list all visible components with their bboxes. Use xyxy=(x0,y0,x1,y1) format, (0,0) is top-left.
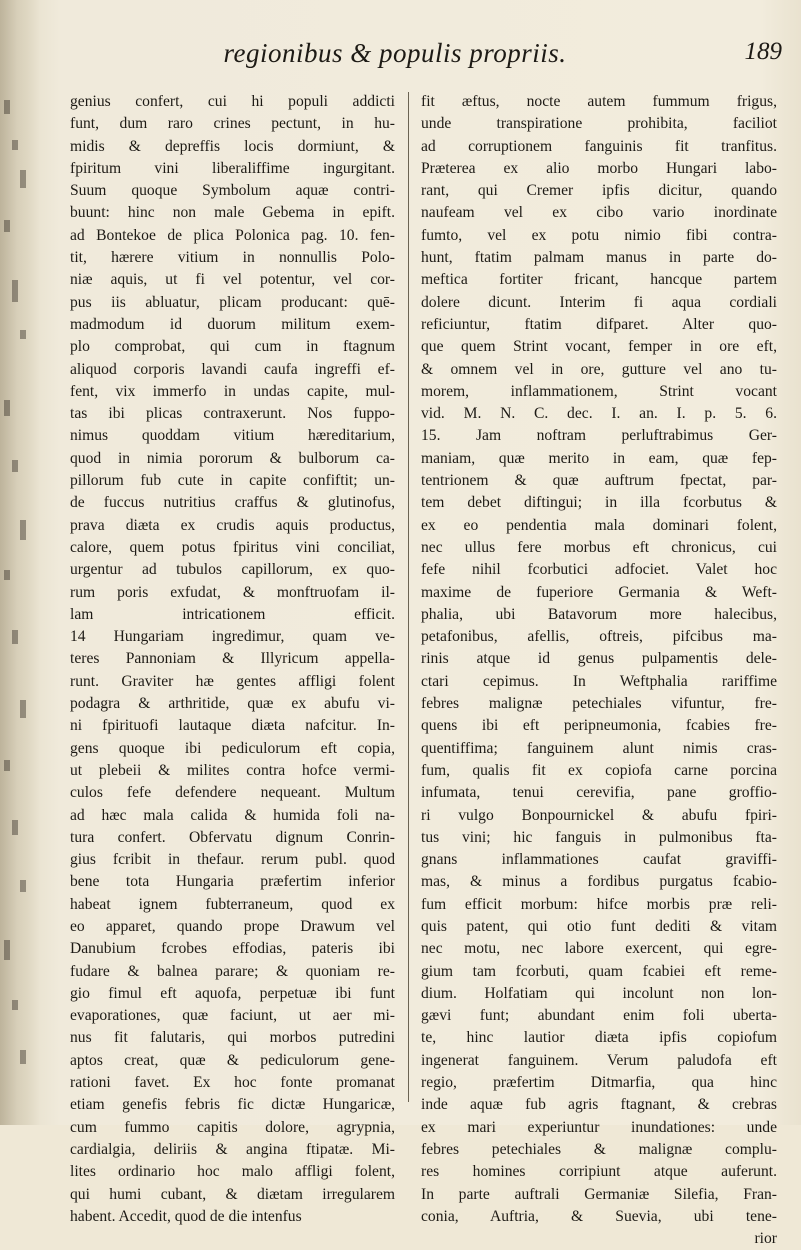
text-line: cardialgia, deliriis & angina ftipatæ. Mi- xyxy=(70,1140,395,1158)
running-head xyxy=(0,36,801,76)
text-line: quentiffima; fanguinem alunt nimis cras- xyxy=(421,739,777,757)
text-line: pillorum fub cute in capite confiftit; un- xyxy=(70,472,395,490)
text-line: maniam, quæ merito in eam, quæ fep- xyxy=(421,449,777,467)
text-line: vid. M. N. C. dec. I. an. I. p. 5. 6. xyxy=(421,405,777,423)
text-line: aptos creat, quæ & pediculorum gene- xyxy=(70,1051,395,1069)
text-line: gnans inflammationes caufat graviffi- xyxy=(421,851,777,869)
text-line: maxime de fuperiore Germania & Weft- xyxy=(421,583,777,601)
margin-mark xyxy=(20,170,26,188)
text-line: tas ibi plicas contraxerunt. Nos fuppo- xyxy=(70,405,395,423)
text-line: habent. Accedit, quod de die intenfus xyxy=(70,1207,302,1225)
text-line: Danubium fcrobes effodias, pateris ibi xyxy=(70,940,395,958)
text-line: gio fimul eft aquofa, perpetuæ ibi funt xyxy=(70,984,395,1002)
text-line: rationi favet. Ex hoc fonte promanat xyxy=(70,1074,395,1092)
text-line: quens ibi eft peripneumonia, fcabies fre- xyxy=(421,717,777,735)
text-line: habeat ignem fubterraneum, quod ex xyxy=(70,895,395,913)
text-line: gens quoque ibi pediculorum eft copia, xyxy=(70,739,395,757)
text-line: 14 Hungariam ingredimur, quam ve- xyxy=(70,628,395,646)
text-line: Præterea ex alio morbo Hungari labo- xyxy=(421,159,777,177)
margin-mark xyxy=(4,400,10,416)
text-line: infumata, tenui cerevifia, pane groffio- xyxy=(421,784,777,802)
margin-mark xyxy=(20,1050,26,1064)
text-line: & omnem vel in ore, gutture vel ano tu- xyxy=(421,360,777,378)
text-line: gævi funt; abundant enim foli uberta- xyxy=(421,1007,777,1025)
text-line: inde aquæ fub agris ftagnant, & crebras xyxy=(421,1096,777,1114)
text-line: fum efficit morbum: hifce morbis præ reli- xyxy=(421,895,777,913)
text-line: tit, hærere vitium in nonnullis Polo- xyxy=(70,249,395,267)
text-line: prava diæta ex crudis aquis productus, xyxy=(70,516,395,534)
text-line: fudare & balnea parare; & quoniam re- xyxy=(70,962,395,980)
text-line: phalia, ubi Batavorum more halecibus, xyxy=(421,605,777,623)
margin-mark xyxy=(4,220,10,232)
text-line: lam intricationem efficit. xyxy=(70,605,395,623)
text-line: febres malignæ petechiales vifuntur, fre- xyxy=(421,695,777,713)
text-line: tura confert. Obfervatu dignum Conrin- xyxy=(70,828,395,846)
text-line: ni fpirituofi lautaque diæta nafcitur. In- xyxy=(70,717,395,735)
text-line: podagra & arthritide, quæ ex abufu vi- xyxy=(70,695,395,713)
right-column xyxy=(421,91,777,1248)
margin-mark xyxy=(12,140,18,150)
text-line: rum poris exfudat, & monftruofam il- xyxy=(70,583,395,601)
margin-mark xyxy=(4,760,10,771)
text-line: unde transpiratione prohibita, faciliot xyxy=(421,115,777,133)
text-line: tentrionem & quæ auftrum fpectat, par- xyxy=(421,472,777,490)
text-line: ad Bontekoe de plica Polonica pag. 10. fen- xyxy=(70,226,395,244)
text-line: lites ordinario hoc malo affligi folent, xyxy=(70,1163,395,1181)
text-line: febres petechiales & malignæ complu- xyxy=(421,1140,777,1158)
text-line: genius confert, cui hi populi addicti xyxy=(70,93,395,110)
text-line: fumto, vel ex potu nimio fibi contra- xyxy=(421,226,777,244)
text-line: fent, vix immerfo in undas capite, mul- xyxy=(70,382,395,400)
text-line: ut plebeii & milites contra hofce vermi- xyxy=(70,761,395,779)
text-line: quis patent, qui otio funt dediti & vitam xyxy=(421,917,777,935)
text-line: bene tota Hungaria præfertim inferior xyxy=(70,873,395,891)
text-line: fum, qualis fit ex copiofa carne porcina xyxy=(421,761,777,779)
text-line: tus vini; hic fanguis in pulmonibus fta- xyxy=(421,828,777,846)
margin-mark xyxy=(20,700,26,718)
text-line: res homines corripiunt atque auferunt. xyxy=(421,1163,777,1181)
text-line: dolere dicunt. Interim fi aqua cordiali xyxy=(421,293,777,311)
text-line: etiam genefis febris fic dictæ Hungaricæ, xyxy=(70,1096,395,1114)
text-line: ex eo pendentia mala dominari folent, xyxy=(421,516,777,534)
text-line: ri vulgo Bonpournickel & abufu fpiri- xyxy=(421,806,777,824)
margin-mark xyxy=(4,100,10,114)
text-line: qui humi cubant, & diætam irregularem xyxy=(70,1185,395,1203)
running-head-title: regionibus & populis propriis. xyxy=(223,38,567,68)
column-divider xyxy=(408,92,409,1102)
text-line: evaporationes, quæ faciunt, ut aer mi- xyxy=(70,1007,395,1025)
text-line: urgentur ad tubulos capillorum, ex quo- xyxy=(70,561,395,579)
text-line: In parte auftrali Germaniæ Silefia, Fran- xyxy=(421,1185,777,1203)
margin-mark xyxy=(4,570,10,580)
text-line: ex mari experiuntur inundationes: unde xyxy=(421,1118,777,1136)
text-line: funt, dum raro crines pectunt, in hu- xyxy=(70,115,395,133)
text-line: dium. Holfatiam qui incolunt non lon- xyxy=(421,984,777,1002)
text-line: fit æftus, nocte autem fummum frigus, xyxy=(421,93,777,110)
text-line: meftica fortiter fricant, hancque partem xyxy=(421,271,777,289)
text-line: petafonibus, afellis, oftreis, pifcibus ma- xyxy=(421,628,777,646)
text-line: hunt, ftatim palmam manus in parte do- xyxy=(421,249,777,267)
text-line: aliquod corporis lavandi caufa ingreffi ef- xyxy=(70,360,395,378)
margin-mark xyxy=(20,880,26,892)
text-line: conia, Auftria, & Suevia, ubi tene- xyxy=(421,1207,777,1225)
text-line: ad corruptionem fanguinis fit tranfitus. xyxy=(421,137,777,155)
margin-mark xyxy=(4,940,10,960)
text-line: tem debet diftingui; in illa fcorbutus & xyxy=(421,494,777,512)
text-line: regio, præfertim Ditmarfia, qua hinc xyxy=(421,1074,777,1092)
page-number: 189 xyxy=(744,38,782,65)
text-line: reficiuntur, ftatim difparet. Alter quo- xyxy=(421,315,777,333)
text-line: madmodum id duorum militum exem- xyxy=(70,315,395,333)
text-line: te, hinc lautior diæta ipfis copiofum xyxy=(421,1029,777,1047)
text-line: 15. Jam noftram perluftrabimus Ger- xyxy=(421,427,777,445)
margin-mark xyxy=(20,520,26,540)
text-line: cum fummo capitis dolore, agrypnia, xyxy=(70,1118,395,1136)
text-line: buunt: hinc non male Gebema in epift. xyxy=(70,204,395,222)
margin-mark xyxy=(12,280,18,302)
text-line: gius fcribit in thefaur. rerum publ. quod xyxy=(70,851,395,869)
margin-mark xyxy=(12,1000,18,1010)
text-line: runt. Graviter hæ gentes affligi folent xyxy=(70,672,395,690)
text-line: fefe nihil fcorbutici adfociet. Valet hoc xyxy=(421,561,777,579)
left-column xyxy=(70,91,395,1225)
text-line: niæ aquis, ut fi vel potentur, vel cor- xyxy=(70,271,395,289)
text-line: que quem Strint vocant, femper in ore eft, xyxy=(421,338,777,356)
text-line: rant, qui Cremer ipfis dicitur, quando xyxy=(421,182,777,200)
text-line: quod in nimia pororum & bulborum ca- xyxy=(70,449,395,467)
text-line: gium tam fcorbuti, quam fcabiei eft reme- xyxy=(421,962,777,980)
text-line: naufeam vel ex cibo vario inordinate xyxy=(421,204,777,222)
text-line: plo comprobat, qui cum in ftagnum xyxy=(70,338,395,356)
text-line: ingenerat fanguinem. Verum paludofa eft xyxy=(421,1051,777,1069)
margin-mark xyxy=(12,630,18,644)
text-line: eo apparet, quando prope Drawum vel xyxy=(70,917,395,935)
text-line: nimus quoddam vitium hæreditarium, xyxy=(70,427,395,445)
text-line: midis & depreffis locis dormiunt, & xyxy=(70,137,395,155)
text-line: ad hæc mala calida & humida foli na- xyxy=(70,806,395,824)
text-line: nus fit falutaris, qui morbos putredini xyxy=(70,1029,395,1047)
text-line: teres Pannoniam & Illyricum appella- xyxy=(70,650,395,668)
text-line: nec ullus fere morbus eft chronicus, cui xyxy=(421,538,777,556)
text-line: rinis atque id genus pulpamentis dele- xyxy=(421,650,777,668)
margin-marks xyxy=(4,100,34,1080)
margin-mark xyxy=(20,330,26,339)
text-line: calore, quem potus fpiritus vini conciliat, xyxy=(70,538,395,556)
text-line: Suum quoque Symbolum aquæ contri- xyxy=(70,182,395,200)
text-line: culos fefe defendere nequeant. Multum xyxy=(70,784,395,802)
margin-mark xyxy=(12,460,18,472)
text-line: morem, inflammationem, Strint vocant xyxy=(421,382,777,400)
text-line: mas, & minus a fordibus purgatus fcabio- xyxy=(421,873,777,891)
text-line: pus iis abluatur, plicam producant: quē- xyxy=(70,293,395,311)
text-line: ctari cepimus. In Weftphalia rariffime xyxy=(421,672,777,690)
text-line: rior xyxy=(754,1230,777,1248)
text-line: fpiritum vini liberaliffime ingurgitant. xyxy=(70,159,395,177)
margin-mark xyxy=(12,820,18,835)
text-line: de fuccus nutritius craffus & glutinofus, xyxy=(70,494,395,512)
text-line: nec motu, nec labore exercent, qui egre- xyxy=(421,940,777,958)
